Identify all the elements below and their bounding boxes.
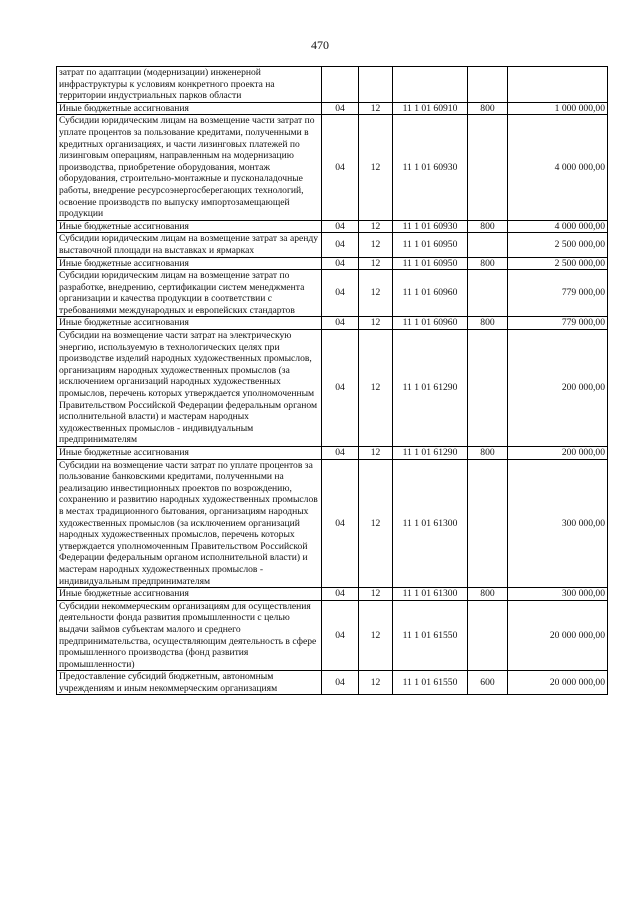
row-expense-type-cell: [468, 330, 508, 447]
row-amount-cell: 4 000 000,00: [508, 220, 608, 233]
row-target-code-cell: 11 1 01 60960: [393, 317, 468, 330]
row-subsection-cell: 12: [359, 330, 393, 447]
table-row: [57, 115, 608, 220]
row-subsection-cell: 12: [359, 447, 393, 460]
row-section-cell: 04: [322, 600, 359, 671]
row-subsection-cell: 12: [359, 600, 393, 671]
row-expense-type-cell: [468, 270, 508, 317]
row-section-cell: 04: [322, 270, 359, 317]
row-section-cell: 04: [322, 257, 359, 270]
row-subsection-cell: 12: [359, 671, 393, 695]
row-name-cell: Иные бюджетные ассигнования: [57, 257, 322, 270]
row-subsection-cell: 12: [359, 257, 393, 270]
row-name-cell: Иные бюджетные ассигнования: [57, 220, 322, 233]
row-target-code-cell: 11 1 01 60950: [393, 233, 468, 257]
row-subsection-cell: 12: [359, 233, 393, 257]
table-row: [57, 220, 608, 233]
row-amount-cell: 4 000 000,00: [508, 115, 608, 220]
row-target-code-cell: 11 1 01 60950: [393, 257, 468, 270]
row-name-cell: Субсидии юридическим лицам на возмещение части затрат по уплате процентов за пользование кредитами, полученными в кредитных организациях, и части лизинговых платежей по лизинговым операциям, направленным на модернизацию производства, приобретение оборудования, монтаж оборудования, строительно-монтажные и пусконаладочные работы, внедрение ресурсоэнергосберегающих технологий, освоение производств по выпуску импортозамещающей продукции: [57, 115, 322, 220]
row-amount-cell: [508, 67, 608, 103]
row-target-code-cell: 11 1 01 61300: [393, 588, 468, 601]
table-row: [57, 671, 608, 695]
table-row: [57, 600, 608, 671]
row-expense-type-cell: [468, 600, 508, 671]
row-subsection-cell: 12: [359, 270, 393, 317]
row-expense-type-cell: 800: [468, 102, 508, 115]
row-name-cell: Субсидии юридическим лицам на возмещение затрат по разработке, внедрению, сертификации систем менеджмента организации и качества продукции в соответствии с требованиями международных и европейских стандартов: [57, 270, 322, 317]
table-row: [57, 447, 608, 460]
row-target-code-cell: 11 1 01 61550: [393, 600, 468, 671]
row-expense-type-cell: [468, 459, 508, 588]
row-target-code-cell: 11 1 01 61550: [393, 671, 468, 695]
row-section-cell: 04: [322, 447, 359, 460]
row-name-cell: Иные бюджетные ассигнования: [57, 447, 322, 460]
row-target-code-cell: [393, 67, 468, 103]
row-section-cell: 04: [322, 671, 359, 695]
row-amount-cell: 779 000,00: [508, 317, 608, 330]
row-target-code-cell: 11 1 01 61290: [393, 447, 468, 460]
row-subsection-cell: [359, 67, 393, 103]
table-row: [57, 257, 608, 270]
row-name-cell: Предоставление субсидий бюджетным, автономным учреждениям и иным некоммерческим организациям: [57, 671, 322, 695]
row-target-code-cell: 11 1 01 60960: [393, 270, 468, 317]
row-name-cell: Субсидии юридическим лицам на возмещение затрат за аренду выставочной площади на выставках и ярмарках: [57, 233, 322, 257]
row-target-code-cell: 11 1 01 60930: [393, 220, 468, 233]
row-section-cell: [322, 67, 359, 103]
row-name-cell: затрат по адаптации (модернизации) инженерной инфраструктуры к условиям конкретного проекта на территории индустриальных парков области: [57, 67, 322, 103]
row-target-code-cell: 11 1 01 60910: [393, 102, 468, 115]
row-subsection-cell: 12: [359, 102, 393, 115]
row-expense-type-cell: [468, 115, 508, 220]
row-subsection-cell: 12: [359, 115, 393, 220]
table-row: [57, 459, 608, 588]
row-name-cell: Иные бюджетные ассигнования: [57, 317, 322, 330]
row-expense-type-cell: 800: [468, 588, 508, 601]
row-amount-cell: 200 000,00: [508, 447, 608, 460]
row-amount-cell: 300 000,00: [508, 459, 608, 588]
table-row: [57, 67, 608, 103]
table-row: [57, 588, 608, 601]
row-name-cell: Иные бюджетные ассигнования: [57, 588, 322, 601]
row-expense-type-cell: 800: [468, 447, 508, 460]
row-amount-cell: 300 000,00: [508, 588, 608, 601]
row-amount-cell: 2 500 000,00: [508, 233, 608, 257]
row-subsection-cell: 12: [359, 459, 393, 588]
row-target-code-cell: 11 1 01 60930: [393, 115, 468, 220]
row-section-cell: 04: [322, 220, 359, 233]
row-expense-type-cell: [468, 67, 508, 103]
row-name-cell: Субсидии некоммерческим организациям для осуществления деятельности фонда развития промышленности с целью выдачи займов субъектам малого и среднего предпринимательства, осуществляющим деятельность в сфере промышленного производства (фонд развития промышленности): [57, 600, 322, 671]
page-number: 470: [311, 38, 329, 52]
table-row: [57, 102, 608, 115]
row-expense-type-cell: 800: [468, 257, 508, 270]
row-section-cell: 04: [322, 317, 359, 330]
budget-table-body: [57, 67, 608, 695]
row-section-cell: 04: [322, 115, 359, 220]
row-expense-type-cell: 600: [468, 671, 508, 695]
row-amount-cell: 779 000,00: [508, 270, 608, 317]
row-section-cell: 04: [322, 459, 359, 588]
row-amount-cell: 1 000 000,00: [508, 102, 608, 115]
row-amount-cell: 2 500 000,00: [508, 257, 608, 270]
row-amount-cell: 20 000 000,00: [508, 600, 608, 671]
row-section-cell: 04: [322, 233, 359, 257]
row-expense-type-cell: 800: [468, 220, 508, 233]
row-subsection-cell: 12: [359, 220, 393, 233]
row-section-cell: 04: [322, 102, 359, 115]
table-row: [57, 317, 608, 330]
row-section-cell: 04: [322, 330, 359, 447]
row-expense-type-cell: 800: [468, 317, 508, 330]
row-amount-cell: 20 000 000,00: [508, 671, 608, 695]
table-row: [57, 330, 608, 447]
table-row: [57, 270, 608, 317]
row-name-cell: Иные бюджетные ассигнования: [57, 102, 322, 115]
row-subsection-cell: 12: [359, 588, 393, 601]
row-expense-type-cell: [468, 233, 508, 257]
row-section-cell: 04: [322, 588, 359, 601]
row-target-code-cell: 11 1 01 61290: [393, 330, 468, 447]
row-name-cell: Субсидии на возмещение части затрат на электрическую энергию, используемую в технологических целях при производстве изделий народных художественных промыслов, организациям народных художественных промыслов (за исключением организаций народных художественных промыслов, перечень которых утверждается уполномоченным Правительством Российской Федерации федеральным органом исполнительной власти) и мастерам народных художественных промыслов - индивидуальным предпринимателям: [57, 330, 322, 447]
row-target-code-cell: 11 1 01 61300: [393, 459, 468, 588]
budget-table: [56, 66, 608, 695]
row-name-cell: Субсидии на возмещение части затрат по уплате процентов за пользование банковскими кредитами, полученными на реализацию инвестиционных проектов по возрождению, сохранению и развитию народных художественных промыслов в местах традиционного бытования, организациям народных художественных промыслов (за исключением организаций народных художественных промыслов, перечень которых утверждается уполномоченным Правительством Российской Федерации федеральным органом исполнительной власти) и мастерам народных художественных промыслов - индивидуальным предпринимателям: [57, 459, 322, 588]
table-row: [57, 233, 608, 257]
row-subsection-cell: 12: [359, 317, 393, 330]
row-amount-cell: 200 000,00: [508, 330, 608, 447]
